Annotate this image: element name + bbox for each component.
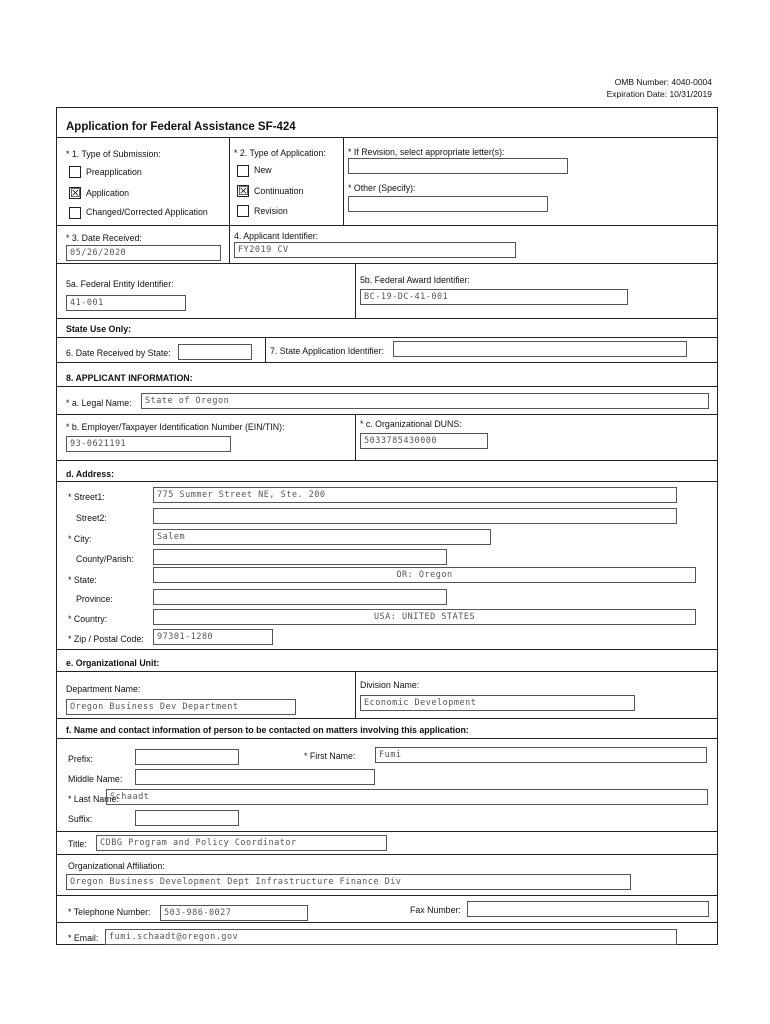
department-input[interactable]: Oregon Business Dev Department: [66, 699, 296, 715]
divider: [265, 337, 266, 362]
email-input[interactable]: fumi.schaadt@oregon.gov: [105, 929, 677, 945]
province-input[interactable]: [153, 589, 447, 605]
state-label: * State:: [68, 575, 97, 585]
fax-label: Fax Number:: [410, 905, 461, 915]
county-label: County/Parish:: [76, 554, 134, 564]
divider: [57, 481, 717, 482]
middle-name-label: Middle Name:: [68, 774, 123, 784]
city-input[interactable]: Salem: [153, 529, 491, 545]
applicant-identifier-input[interactable]: FY2019 CV: [234, 242, 516, 258]
preapplication-checkbox[interactable]: [69, 166, 81, 178]
street2-input[interactable]: [153, 508, 677, 524]
divider: [57, 738, 717, 739]
expiration-date: Expiration Date: 10/31/2019: [606, 89, 712, 99]
duns-label: * c. Organizational DUNS:: [360, 419, 462, 429]
divider: [229, 137, 230, 225]
preapplication-label: Preapplication: [86, 167, 142, 177]
other-specify-input[interactable]: [348, 196, 548, 212]
province-label: Province:: [76, 594, 113, 604]
state-date-input[interactable]: [178, 344, 252, 360]
division-input[interactable]: Economic Development: [360, 695, 635, 711]
divider: [355, 263, 356, 318]
state-date-label: 6. Date Received by State:: [66, 348, 171, 358]
zip-input[interactable]: 97301-1280: [153, 629, 273, 645]
affiliation-label: Organizational Affiliation:: [68, 861, 165, 871]
phone-input[interactable]: 503-986-0027: [160, 905, 308, 921]
legal-name-label: * a. Legal Name:: [66, 398, 132, 408]
country-select[interactable]: USA: UNITED STATES: [153, 609, 696, 625]
revision-checkbox[interactable]: [237, 205, 249, 217]
revision-letter-input[interactable]: [348, 158, 568, 174]
first-name-label: * First Name:: [304, 751, 356, 761]
city-label: * City:: [68, 534, 92, 544]
suffix-input[interactable]: [135, 810, 239, 826]
street1-label: * Street1:: [68, 492, 105, 502]
form-title: Application for Federal Assistance SF-424: [66, 121, 296, 133]
country-label: * Country:: [68, 614, 108, 624]
new-checkbox[interactable]: [237, 165, 249, 177]
address-heading: d. Address:: [66, 469, 115, 479]
divider: [57, 831, 717, 832]
phone-label: * Telephone Number:: [68, 907, 151, 917]
divider: [57, 460, 717, 461]
divider: [57, 225, 717, 226]
suffix-label: Suffix:: [68, 814, 93, 824]
sf424-form: [56, 107, 718, 945]
divider: [57, 922, 717, 923]
ein-input[interactable]: 93-0621191: [66, 436, 231, 452]
divider: [355, 671, 356, 718]
contact-heading: f. Name and contact information of person to be contacted on matters involving this application:: [66, 725, 469, 735]
new-label: New: [254, 165, 272, 175]
changed-corrected-label: Changed/Corrected Application: [86, 207, 208, 217]
zip-label: * Zip / Postal Code:: [68, 634, 144, 644]
application-checkbox[interactable]: ☒: [70, 186, 81, 200]
prefix-label: Prefix:: [68, 754, 93, 764]
application-label: Application: [86, 188, 130, 198]
divider: [343, 137, 344, 225]
last-name-label: * Last Name:: [68, 794, 119, 804]
continuation-label: Continuation: [254, 186, 304, 196]
last-name-input[interactable]: Schaadt: [106, 789, 708, 805]
state-use-heading: State Use Only:: [66, 324, 132, 334]
divider: [57, 895, 717, 896]
omb-number: OMB Number: 4040-0004: [614, 77, 712, 87]
federal-entity-label: 5a. Federal Entity Identifier:: [66, 279, 174, 289]
applicant-identifier-label: 4. Applicant Identifier:: [234, 231, 319, 241]
divider: [57, 318, 717, 319]
divider: [57, 718, 717, 719]
fax-input[interactable]: [467, 901, 709, 917]
state-select[interactable]: OR: Oregon: [153, 567, 696, 583]
applicant-info-heading: 8. APPLICANT INFORMATION:: [66, 373, 193, 383]
state-app-id-label: 7. State Application Identifier:: [270, 346, 384, 356]
divider: [57, 386, 717, 387]
divider: [57, 263, 717, 264]
email-label: * Email:: [68, 933, 99, 943]
federal-award-label: 5b. Federal Award Identifier:: [360, 275, 470, 285]
submission-label: * 1. Type of Submission:: [66, 149, 161, 159]
divider: [57, 137, 717, 138]
date-received-label: * 3. Date Received:: [66, 233, 142, 243]
divider: [57, 854, 717, 855]
divider: [57, 337, 717, 338]
division-label: Division Name:: [360, 680, 420, 690]
divider: [57, 649, 717, 650]
duns-input[interactable]: 5033785430000: [360, 433, 488, 449]
federal-entity-input[interactable]: 41-001: [66, 295, 186, 311]
continuation-checkbox[interactable]: ☒: [238, 184, 249, 198]
divider: [229, 225, 230, 263]
date-received-input[interactable]: 05/26/2020: [66, 245, 221, 261]
divider: [57, 671, 717, 672]
street1-input[interactable]: 775 Summer Street NE, Ste. 200: [153, 487, 677, 503]
title-label: Title:: [68, 839, 87, 849]
revision-label: Revision: [254, 206, 288, 216]
org-unit-heading: e. Organizational Unit:: [66, 658, 160, 668]
divider: [57, 414, 717, 415]
revision-letter-label: * If Revision, select appropriate letter(s):: [348, 147, 505, 157]
street2-label: Street2:: [76, 513, 107, 523]
divider: [57, 362, 717, 363]
prefix-input[interactable]: [135, 749, 239, 765]
first-name-input[interactable]: Fumi: [375, 747, 707, 763]
title-input[interactable]: CDBG Program and Policy Coordinator: [96, 835, 387, 851]
affiliation-input[interactable]: Oregon Business Development Dept Infrastructure Finance Div: [66, 874, 631, 890]
legal-name-input[interactable]: State of Oregon: [141, 393, 709, 409]
middle-name-input[interactable]: [135, 769, 375, 785]
divider: [355, 414, 356, 460]
ein-label: * b. Employer/Taxpayer Identification Number (EIN/TIN):: [66, 422, 285, 432]
state-app-id-input[interactable]: [393, 341, 687, 357]
federal-award-input[interactable]: BC-19-DC-41-001: [360, 289, 628, 305]
application-type-label: * 2. Type of Application:: [234, 148, 326, 158]
other-specify-label: * Other (Specify):: [348, 183, 416, 193]
county-input[interactable]: [153, 549, 447, 565]
changed-corrected-checkbox[interactable]: [69, 207, 81, 219]
department-label: Department Name:: [66, 684, 141, 694]
